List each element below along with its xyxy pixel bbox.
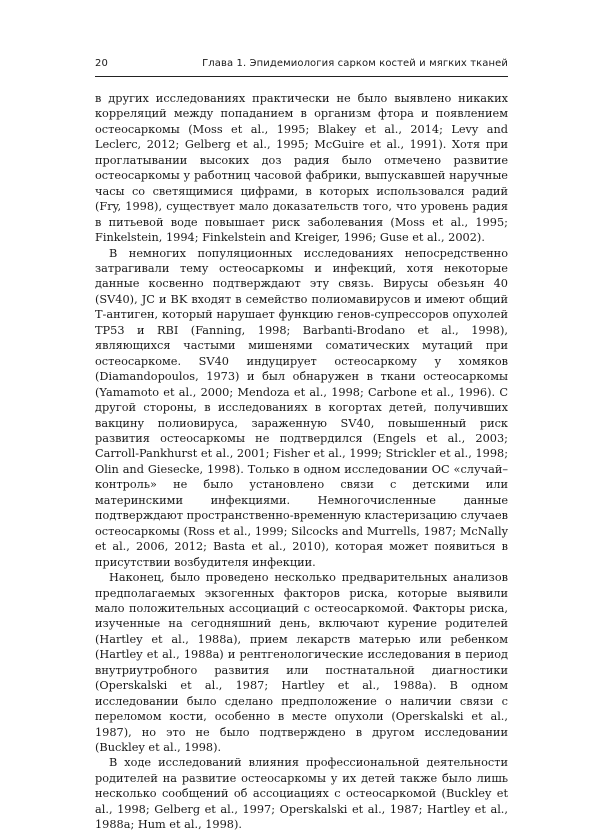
paragraph-3: Наконец, было проведено несколько предварительных анализов предполагаемых экзогенных факторов риска, которые выявили мало положительных ассоциаций с остеосаркомой. Факторы риска, изученные на сегодняшний день, включают курение родителей (Hartley et al., 1988a), прием лекарств матерью или ребенком (Hartley et al., 1988a) и рентгенологические исследования в период внутриутробного развития или постнатальной диагностики (Operskalski et al., 1987; Hartley et al., 1988a). В одном исследовании было сделано предположение о наличии связи с переломом кости, особенно в месте опухоли (Operskalski et al., 1987), но это не было подтверждено в другом исследовании (Buckley et al., 1998). [95,571,508,755]
chapter-title: Глава 1. Эпидемиология сарком костей и мягких тканей [202,58,508,69]
page-number: 20 [95,58,108,69]
body-text [95,91,508,833]
paragraph-1: в других исследованиях практически не было выявлено никаких корреляций между попаданием в организм фтора и появлением остеосаркомы (Moss et al., 1995; Blakey et al., 2014; Levy and Leclerc, 2012; Gelberg et al., 1995; McGuire et al., 1991). Хотя при проглатывании высоких доз радия было отмечено развитие остеосаркомы у работниц часовой фабрики, выпускавшей наручные часы со светящимися цифрами, в которых использовался радий (Fry, 1998), существует мало доказательств того, что уровень радия в питьевой воде повышает риск заболевания (Moss et al., 1995; Finkelstein, 1994; Finkelstein and Kreiger, 1996; Guse et al., 2002). [95,92,508,245]
paragraph-2: В немногих популяционных исследованиях непосредственно затрагивали тему остеосаркомы и инфекций, хотя некоторые данные косвенно подтверждают эту связь. Вирусы обезьян 40 (SV40), JC и BK входят в семейство полиомавирусов и имеют общий Т-антиген, который нарушает функцию генов-супрессоров опухолей TP53 и RBI (Fanning, 1998; Barbanti-Brodano et al., 1998), являющихся частыми мишенями соматических мутаций при остеосаркоме. SV40 индуцирует остеосаркому у хомяков (Diamandopoulos, 1973) и был обнаружен в ткани остеосаркомы (Yamamoto et al., 2000; Mendoza et al., 1998; Carbone et al., 1996). С другой стороны, в исследованиях в когортах детей, получивших вакцину полиовируса, зараженную SV40, повышенный риск развития остеосаркомы не подтвердился (Engels et al., 2003; Carroll-Pankhurst et al., 2001; Fisher et al., 1999; Strickler et al., 1998; Olin and Giesecke, 1998). Только в одном исследовании ОС «случай–контроль» не было установлено связи с детскими или материнскими инфекциями. Немногочисленные данные подтверждают пространственно-временную кластеризацию случаев остеосаркомы (Ross et al., 1999; Silcocks and Murrells, 1987; McNally et al., 2006, 2012; Basta et al., 2010), которая может появиться в присутствии возбудителя инфекции. [95,246,508,569]
header-divider [95,76,508,77]
running-header [95,58,508,69]
paragraph-4: В ходе исследований влияния профессиональной деятельности родителей на развитие остеосаркомы у их детей также было лишь несколько сообщений об ассоциациях с остеосаркомой (Buckley et al., 1998; Gelberg et al., 1997; Operskalski et al., 1987; Hartley et al., 1988a; Hum et al., 1998). [95,756,508,832]
